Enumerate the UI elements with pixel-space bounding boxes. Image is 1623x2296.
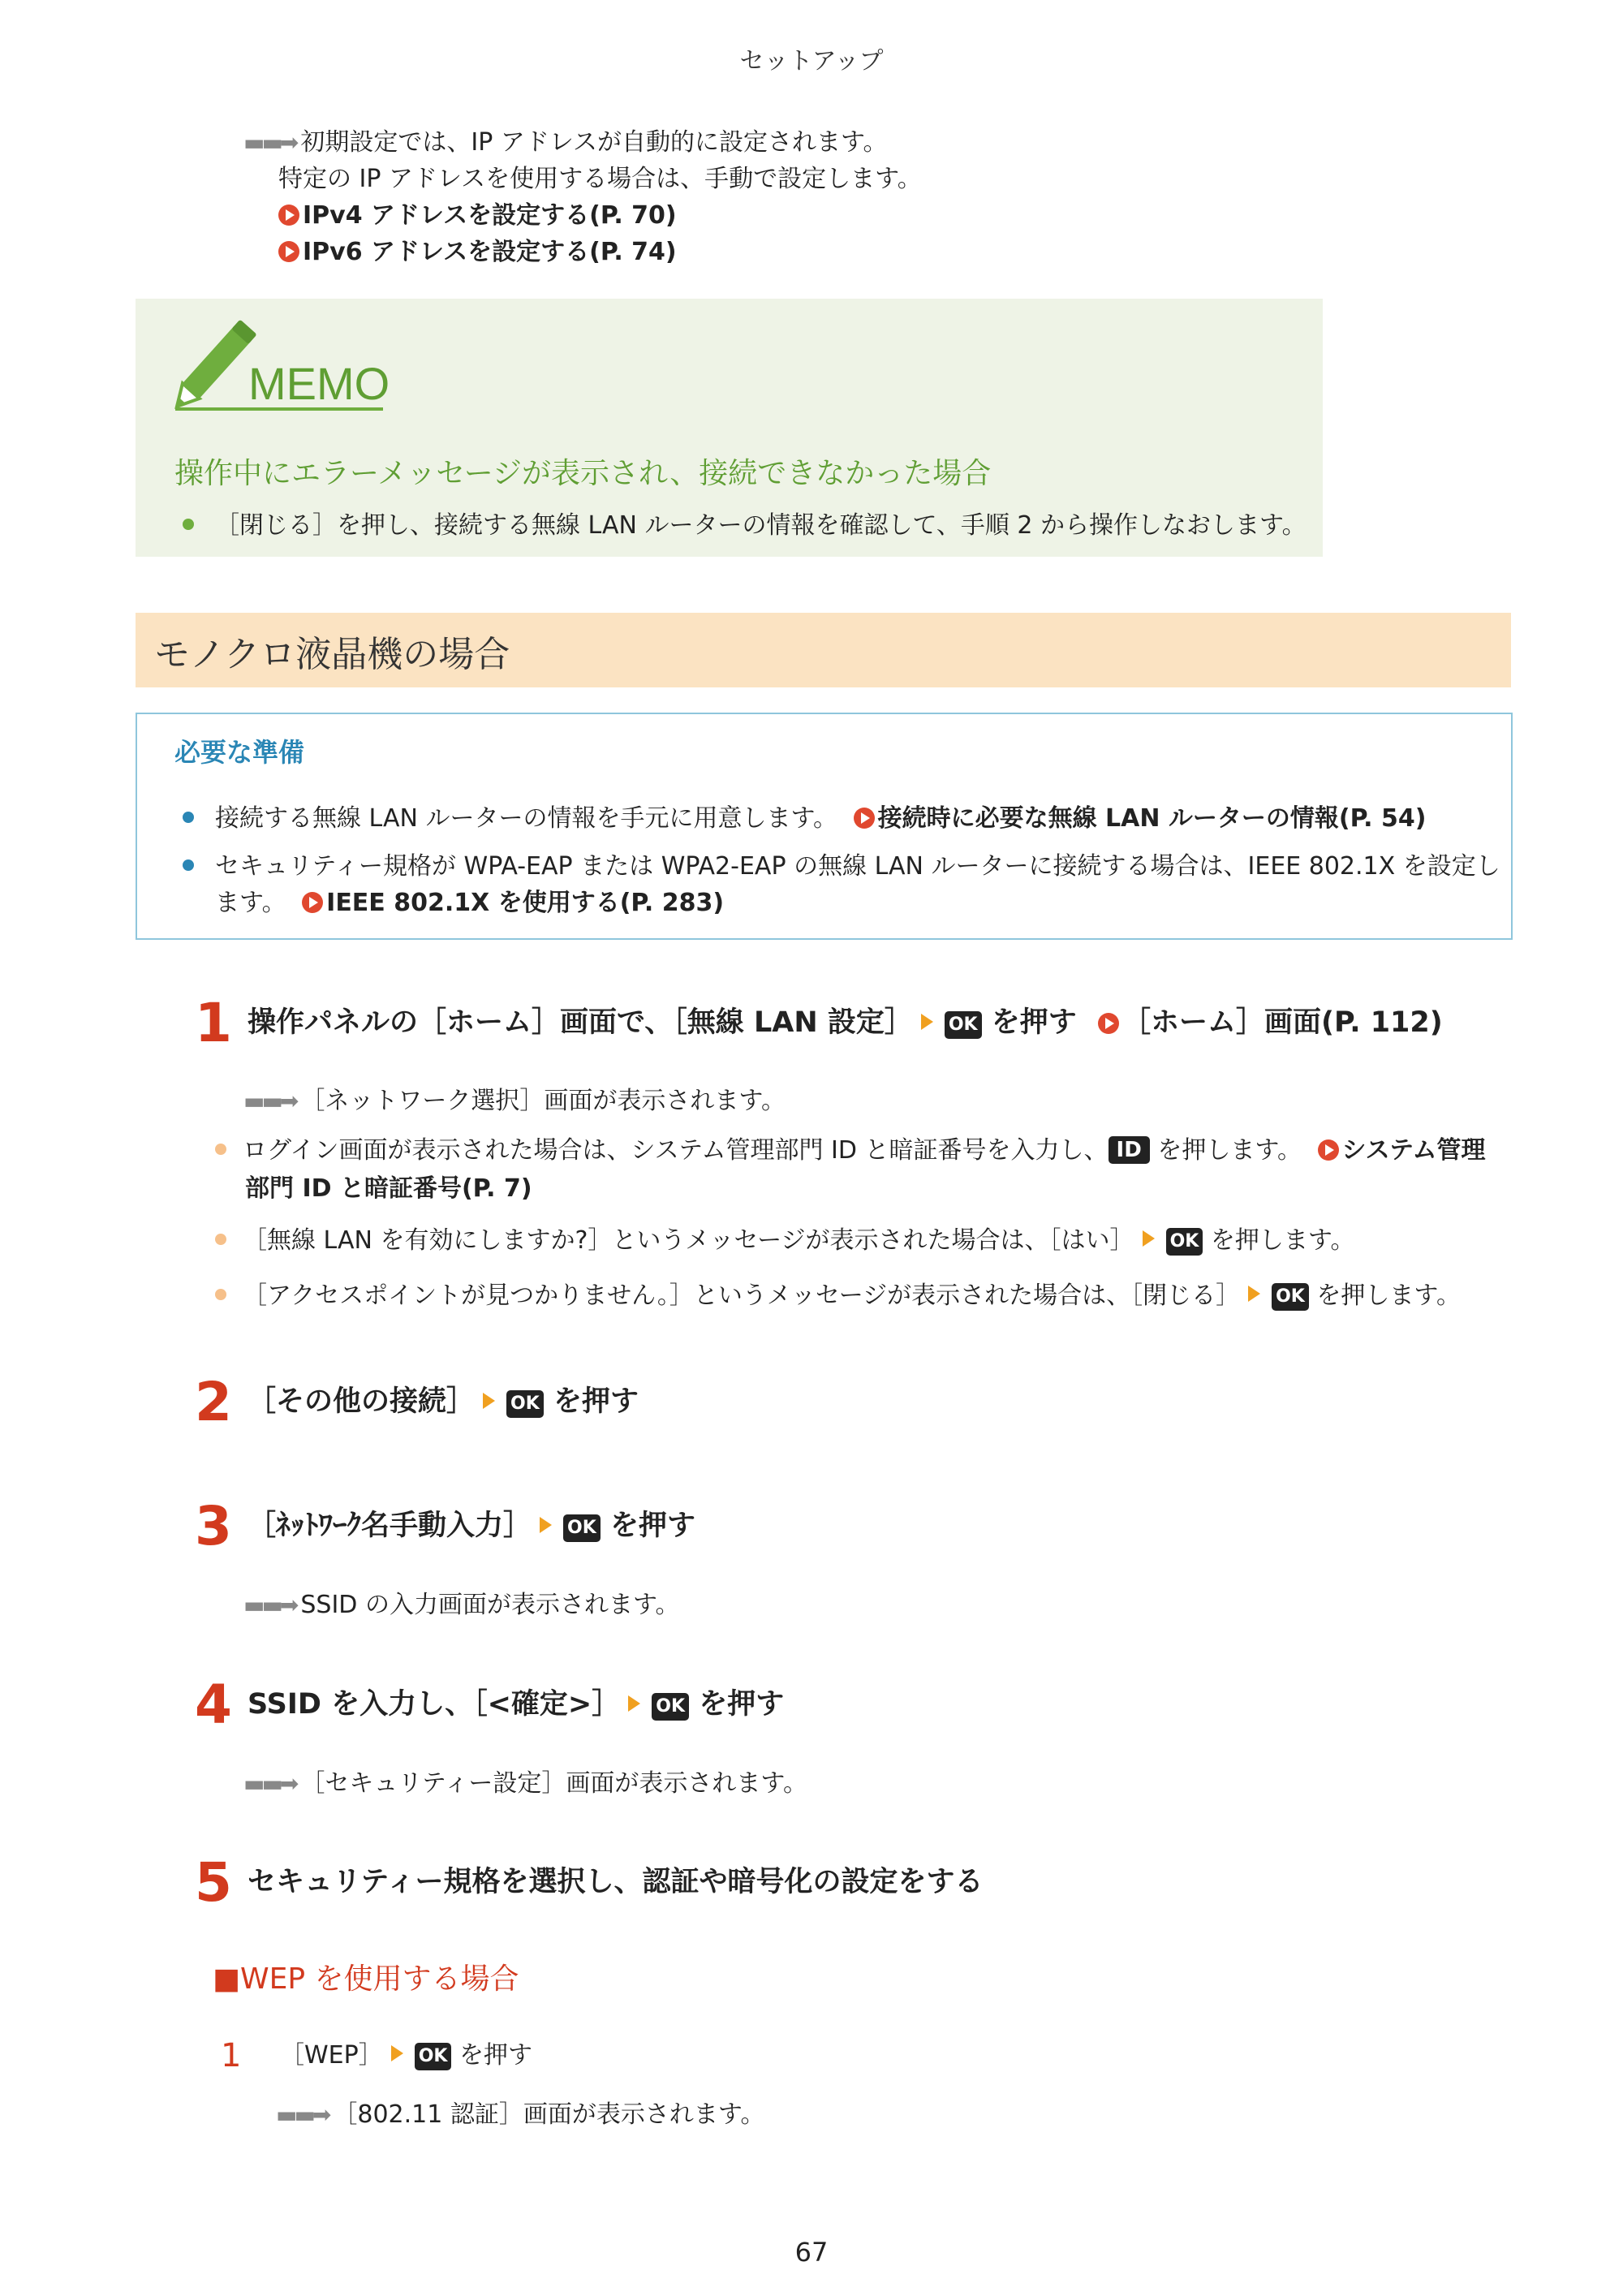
link-arrow-icon [854, 808, 875, 829]
step-1-bullet-3: ［アクセスポイントが見つかりません。］というメッセージが表示された場合は、［閉じる］ OK を押します。 [215, 1277, 1461, 1315]
link-ipv6[interactable]: IPv6 アドレスを設定する(P. 74) [278, 234, 677, 271]
result-arrow-icon: ▬▬➡ [243, 129, 296, 156]
step-number: 3 [195, 1495, 232, 1557]
step-4-title: SSID を入力し、［<確定>］ OK を押す [248, 1688, 785, 1721]
step-1-result: ▬▬➡ ［ネットワーク選択］画面が表示されます。 [243, 1087, 786, 1115]
step-number: 2 [195, 1371, 232, 1433]
ok-key-icon: OK [945, 1011, 982, 1039]
bullet-dot [215, 1144, 226, 1155]
next-arrow-icon [1248, 1286, 1260, 1302]
bullet-dot [183, 812, 194, 823]
ok-key-icon: OK [1272, 1283, 1309, 1311]
ok-key-icon: OK [415, 2043, 452, 2070]
intro-line2: 特定の IP アドレスを使用する場合は、手動で設定します。 [278, 165, 922, 193]
next-arrow-icon [540, 1517, 552, 1533]
wep-step-1: ［WEP］ OK を押す [280, 2041, 533, 2070]
step-1-title: 操作パネルの［ホーム］画面で、［無線 LAN 設定］ OK を押す ［ホーム］画面(P. 112) [248, 1006, 1443, 1039]
result-arrow-icon: ▬▬➡ [276, 2101, 329, 2128]
link-arrow-icon [302, 892, 323, 913]
result-arrow-icon: ▬▬➡ [243, 1088, 296, 1114]
step-1-bullet-1: ログイン画面が表示された場合は、システム管理部門 ID と暗証番号を入力し、 ID を押します。 システム管理 [215, 1132, 1486, 1170]
next-arrow-icon [1143, 1230, 1155, 1247]
bullet-dot [215, 1234, 226, 1245]
prep-item-2-cont: ます。 IEEE 802.1X を使用する(P. 283) [215, 889, 725, 917]
memo-label: MEMO [248, 358, 390, 409]
prep-item-1: 接続する無線 LAN ルーターの情報を手元に用意します。 接続時に必要な無線 LAN ルーターの情報(P. 54) [183, 800, 1426, 838]
substep-number: 1 [221, 2037, 242, 2074]
result-line: ▬▬➡ 初期設定では、IP アドレスが自動的に設定されます。 [243, 128, 888, 157]
next-arrow-icon [921, 1014, 933, 1030]
ok-key-icon: OK [506, 1390, 544, 1418]
id-key-icon: ID [1109, 1136, 1150, 1164]
step-1-bullet-2: ［無線 LAN を有効にしますか?］というメッセージが表示された場合は、［はい］ OK を押します。 [215, 1222, 1354, 1260]
page-header: セットアップ [739, 47, 884, 75]
bullet-dot [215, 1289, 226, 1300]
step-3-result: ▬▬➡ SSID の入力画面が表示されます。 [243, 1591, 680, 1619]
result-arrow-icon: ▬▬➡ [243, 1770, 296, 1797]
wep-heading: ■WEP を使用する場合 [213, 1962, 519, 1996]
memo-pencil-icon [170, 318, 390, 414]
memo-bullet: ［閉じる］を押し、接続する無線 LAN ルーターの情報を確認して、手順 2 から操作しなおします。 [183, 505, 1307, 541]
step-5-title: セキュリティー規格を選択し、認証や暗号化の設定をする [248, 1866, 984, 1898]
prep-item-2: セキュリティー規格が WPA-EAP または WPA2-EAP の無線 LAN ルーターに接続する場合は、IEEE 802.1X を設定し [183, 848, 1500, 885]
next-arrow-icon [483, 1393, 495, 1409]
wep-step-1-result: ▬▬➡ ［802.11 認証］画面が表示されます。 [276, 2100, 765, 2129]
ok-key-icon: OK [1166, 1228, 1203, 1256]
step-number: 1 [195, 992, 232, 1054]
step-2-title: ［その他の接続］ OK を押す [248, 1385, 639, 1418]
next-arrow-icon [628, 1695, 640, 1712]
result-arrow-icon: ▬▬➡ [243, 1592, 296, 1618]
next-arrow-icon [391, 2045, 403, 2061]
link-arrow-icon [278, 205, 299, 226]
page-number: 67 [794, 2237, 829, 2268]
preparation-title: 必要な準備 [174, 737, 305, 768]
link-ipv4[interactable]: IPv4 アドレスを設定する(P. 70) [278, 197, 677, 235]
link-arrow-icon [1318, 1139, 1339, 1161]
link-arrow-icon [1098, 1013, 1119, 1034]
section-title: モノクロ液晶機の場合 [154, 634, 510, 675]
ok-key-icon: OK [652, 1693, 689, 1721]
memo-title: 操作中にエラーメッセージが表示され、接続できなかった場合 [174, 457, 992, 490]
step-number: 5 [195, 1851, 232, 1914]
step-3-title: ［ﾈｯﾄﾜｰｸ名手動入力］ OK を押す [248, 1510, 695, 1542]
ok-key-icon: OK [563, 1514, 601, 1542]
step-4-result: ▬▬➡ ［セキュリティー設定］画面が表示されます。 [243, 1769, 807, 1798]
bullet-dot [183, 859, 194, 871]
step-1-bullet-1-cont: 部門 ID と暗証番号(P. 7) [245, 1174, 532, 1203]
step-number: 4 [195, 1674, 232, 1736]
bullet-dot [183, 519, 194, 530]
link-arrow-icon [278, 241, 299, 262]
